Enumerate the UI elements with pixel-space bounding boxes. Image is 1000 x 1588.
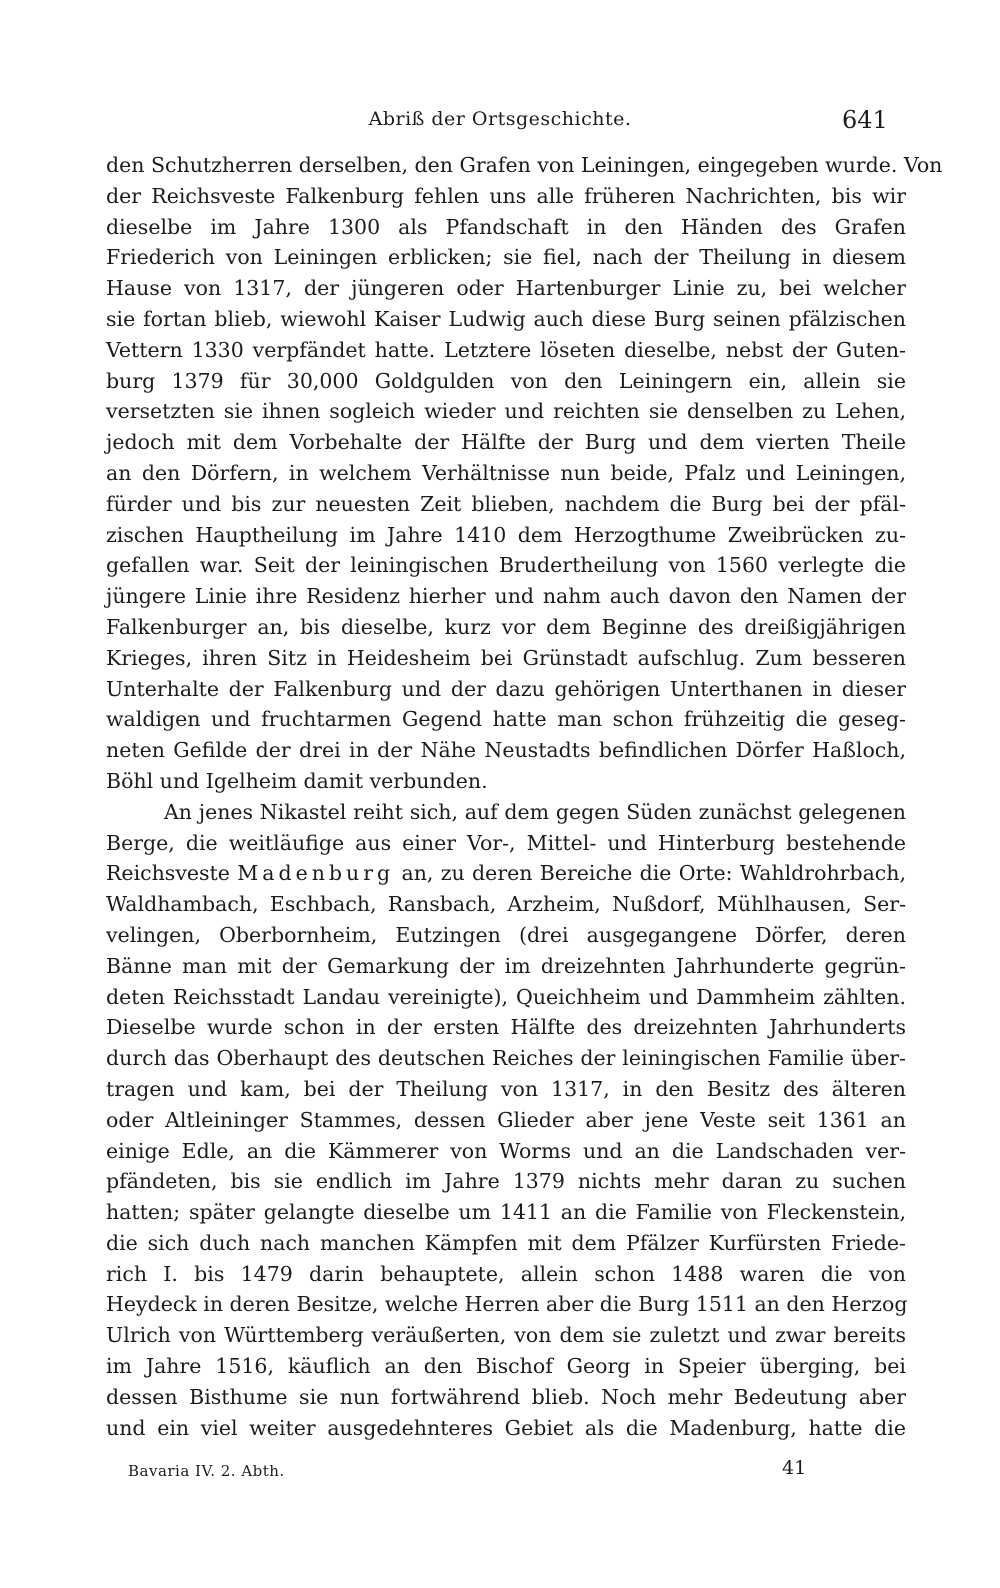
text-line: zischen Hauptheilung im Jahre 1410 dem Herzogthume Zweibrücken zu- [106,522,906,547]
text-line: durch das Oberhaupt des deutschen Reiches der leiningischen Familie über- [106,1046,906,1071]
text-line: Hause von 1317, der jüngeren oder Hartenburger Linie zu, bei welcher [106,276,906,301]
body-text [106,150,943,1443]
text-line: versetzten sie ihnen sogleich wieder und reichten sie denselben zu Lehen, [106,399,906,424]
text-line: dieselbe im Jahre 1300 als Pfandschaft in den Händen des Grafen [106,214,906,239]
page-number: 641 [842,106,888,134]
text-line: Heydeck in deren Besitze, welche Herren aber die Burg 1511 an den Herzog [106,1292,908,1317]
text-line: dessen Bisthume sie nun fortwährend blieb. Noch mehr Bedeutung aber [106,1384,906,1409]
text-line: Bänne man mit der Gemarkung der im dreizehnten Jahrhunderte gegrün- [106,953,906,978]
text-line: gefallen war. Seit der leiningischen Brudertheilung von 1560 verlegte die [106,553,906,578]
text-line: fürder und bis zur neuesten Zeit blieben, nachdem die Burg bei der pfäl- [106,491,906,516]
text-line: deten Reichsstadt Landau vereinigte), Queichheim und Dammheim zählten. [106,984,906,1009]
text-line: der Reichsveste Falkenburg fehlen uns alle früheren Nachrichten, bis wir [106,183,906,208]
text-line: hatten; später gelangte dieselbe um 1411 an die Familie von Fleckenstein, [106,1200,906,1225]
text-line: sie fortan blieb, wiewohl Kaiser Ludwig auch diese Burg seinen pfälzischen [106,306,906,331]
text-line: waldigen und fruchtarmen Gegend hatte man schon frühzeitig die geseg- [106,707,906,732]
text-line: die sich duch nach manchen Kämpfen mit dem Pfälzer Kurfürsten Friede- [106,1230,906,1255]
text-line: jüngere Linie ihre Residenz hierher und nahm auch davon den Namen der [106,584,906,609]
text-line: tragen und kam, bei der Theilung von 1317, in den Besitz des älteren [106,1076,906,1101]
text-line: Krieges, ihren Sitz in Heidesheim bei Grünstadt aufschlug. Zum besseren [106,645,906,670]
text-line: Unterhalte der Falkenburg und der dazu gehörigen Unterthanen in dieser [106,676,906,701]
text-line: burg 1379 für 30,000 Goldgulden von den Leiningern ein, allein sie [106,368,906,393]
spaced-place-name: Madenburg [237,861,395,886]
text-line: Vettern 1330 verpfändet hatte. Letztere löseten dieselbe, nebst der Guten- [106,337,906,362]
text-line: velingen, Oberbornheim, Eutzingen (drei ausgegangene Dörfer, deren [106,922,906,947]
text-line: oder Altleininger Stammes, dessen Glieder aber jene Veste seit 1361 an [106,1107,906,1132]
text-line: an den Dörfern, in welchem Verhältnisse nun beide, Pfalz und Leiningen, [106,460,906,485]
text-line: im Jahre 1516, käuflich an den Bischof Georg in Speier überging, bei [106,1354,906,1379]
text-line: rich I. bis 1479 darin behauptete, allein schon 1488 waren die von [106,1261,906,1286]
text-line: Reichsveste Madenburg an, zu deren Bereiche die Orte: Wahldrohrbach, [106,861,906,886]
text-line: An jenes Nikastel reiht sich, auf dem gegen Süden zunächst gelegenen [164,799,906,824]
text-line: Böhl und Igelheim damit verbunden. [106,768,488,793]
text-line: Berge, die weitläufige aus einer Vor-, Mittel- und Hinterburg bestehende [106,830,906,855]
text-line: pfändeten, bis sie endlich im Jahre 1379 nichts mehr daran zu suchen [106,1169,906,1194]
text-line: einige Edle, an die Kämmerer von Worms und an die Landschaden ver- [106,1138,906,1163]
text-line: neten Gefilde der drei in der Nähe Neustadts befindlichen Dörfer Haßloch, [106,738,906,763]
text-line: Falkenburger an, bis dieselbe, kurz vor dem Beginne des dreißigjährigen [106,614,906,639]
sheet-number: 41 [782,1457,807,1479]
text-line: Dieselbe wurde schon in der ersten Hälfte des dreizehnten Jahrhunderts [106,1015,906,1040]
running-header: Abriß der Ortsgeschichte. [368,108,632,130]
text-line: Ulrich von Württemberg veräußerten, von dem sie zuletzt und zwar bereits [106,1323,906,1348]
text-line: Waldhambach, Eschbach, Ransbach, Arzheim, Nußdorf, Mühlhausen, Ser- [106,892,906,917]
text-line: und ein viel weiter ausgedehnteres Gebiet als die Madenburg, hatte die [106,1415,906,1440]
text-line: den Schutzherren derselben, den Grafen von Leiningen, eingegeben wurde. Von [106,153,943,177]
text-line: jedoch mit dem Vorbehalte der Hälfte der Burg und dem vierten Theile [106,430,906,455]
text-line: Friederich von Leiningen erblicken; sie fiel, nach der Theilung in diesem [106,245,906,270]
footer-signature: Bavaria IV. 2. Abth. [128,1462,285,1480]
